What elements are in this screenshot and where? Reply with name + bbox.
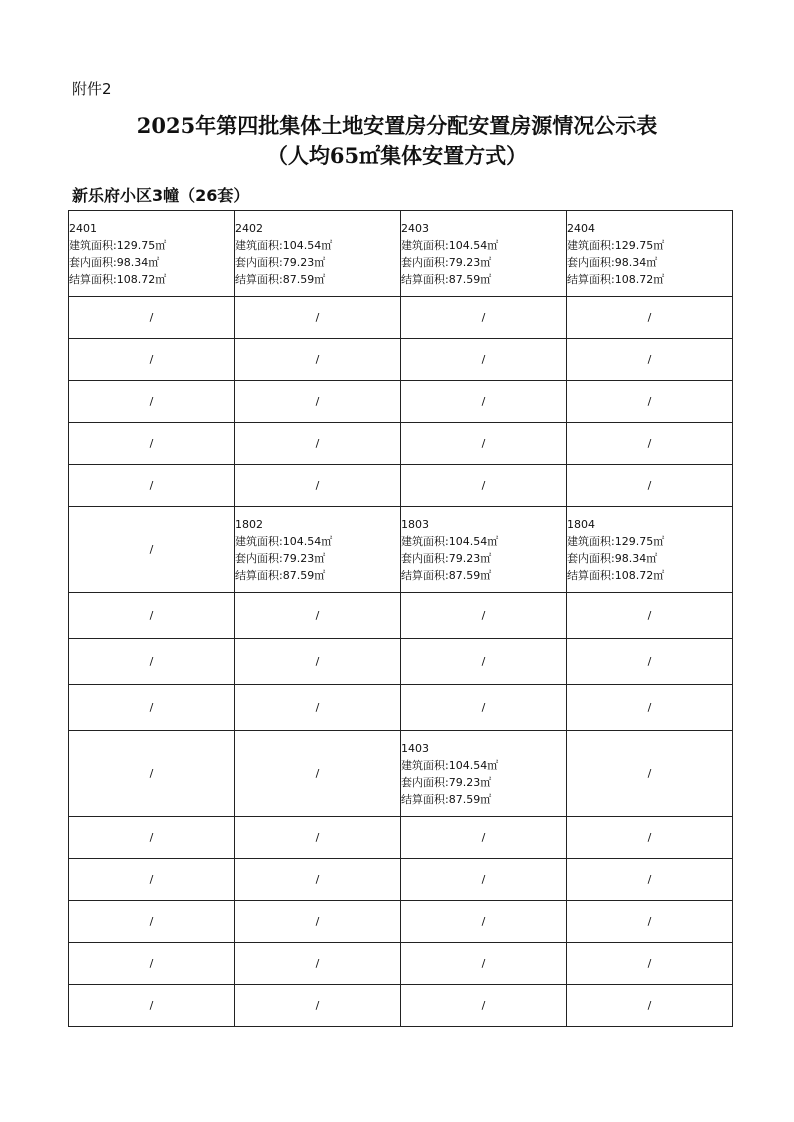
empty-cell: / — [69, 817, 235, 859]
empty-cell: / — [567, 943, 733, 985]
unit-number: 1403 — [401, 741, 429, 755]
inner-area-line — [235, 254, 400, 271]
building-area-label: 建筑面积: — [567, 238, 615, 252]
empty-cell: / — [567, 339, 733, 381]
empty-cell: / — [69, 639, 235, 685]
inner-area-label: 套内面积: — [401, 775, 449, 789]
attachment-label: 附件2 — [72, 80, 112, 98]
settlement-area-label: 结算面积: — [235, 568, 283, 582]
inner-area: 79.23㎡ — [282, 255, 326, 269]
inner-area-label: 套内面积: — [235, 551, 283, 565]
page-title: 2025年第四批集体土地安置房分配安置房源情况公示表 — [136, 113, 658, 138]
page-subtitle: （人均65㎡集体安置方式） — [266, 143, 528, 168]
settlement-area-label: 结算面积: — [567, 272, 615, 286]
unit-number-line — [401, 516, 566, 533]
table-row — [69, 943, 733, 985]
empty-cell: / — [567, 859, 733, 901]
empty-cell: / — [235, 985, 401, 1027]
empty-cell: / — [69, 685, 235, 731]
table-row — [69, 381, 733, 423]
empty-cell: / — [235, 339, 401, 381]
empty-cell: / — [401, 685, 567, 731]
inner-area: 98.34㎡ — [614, 255, 658, 269]
unit-number: 2401 — [69, 221, 97, 235]
inner-area-line — [567, 254, 732, 271]
empty-cell: / — [401, 593, 567, 639]
table-row — [69, 859, 733, 901]
inner-area-line — [567, 550, 732, 567]
empty-cell: / — [567, 731, 733, 817]
building-area: 129.75㎡ — [116, 238, 167, 252]
empty-cell: / — [401, 381, 567, 423]
empty-cell: / — [401, 639, 567, 685]
table-row — [69, 685, 733, 731]
settlement-area-label: 结算面积: — [69, 272, 117, 286]
table-row — [69, 901, 733, 943]
inner-area: 79.23㎡ — [282, 551, 326, 565]
building-area-line — [401, 757, 566, 774]
empty-cell: / — [235, 465, 401, 507]
building-area: 104.54㎡ — [448, 534, 499, 548]
empty-cell: / — [401, 985, 567, 1027]
building-area-line — [567, 533, 732, 550]
unit-number: 2403 — [401, 221, 429, 235]
empty-cell: / — [567, 985, 733, 1027]
unit-cell — [401, 731, 567, 817]
unit-number-line — [401, 220, 566, 237]
empty-cell: / — [69, 901, 235, 943]
settlement-area-label: 结算面积: — [401, 272, 449, 286]
settlement-area-line — [235, 567, 400, 584]
empty-cell: / — [401, 297, 567, 339]
settlement-area: 87.59㎡ — [282, 568, 326, 582]
empty-cell: / — [567, 593, 733, 639]
building-area: 129.75㎡ — [614, 534, 665, 548]
empty-cell: / — [235, 685, 401, 731]
empty-cell: / — [567, 297, 733, 339]
unit-cell — [401, 211, 567, 297]
building-area-label: 建筑面积: — [567, 534, 615, 548]
empty-cell: / — [401, 465, 567, 507]
empty-cell: / — [69, 731, 235, 817]
building-area-label: 建筑面积: — [401, 534, 449, 548]
empty-cell: / — [401, 423, 567, 465]
housing-table — [68, 210, 733, 1027]
empty-cell: / — [69, 381, 235, 423]
table-row — [69, 817, 733, 859]
empty-cell: / — [567, 381, 733, 423]
unit-cell — [235, 507, 401, 593]
table-row — [69, 507, 733, 593]
empty-cell: / — [567, 817, 733, 859]
unit-number: 2402 — [235, 221, 263, 235]
empty-cell: / — [401, 339, 567, 381]
settlement-area-line — [567, 271, 732, 288]
building-area-label: 建筑面积: — [235, 534, 283, 548]
section-heading: 新乐府小区3幢（26套） — [72, 186, 250, 205]
building-area-label: 建筑面积: — [401, 238, 449, 252]
table-row — [69, 593, 733, 639]
empty-cell: / — [567, 465, 733, 507]
settlement-area-line — [401, 567, 566, 584]
settlement-area: 87.59㎡ — [448, 272, 492, 286]
empty-cell: / — [567, 423, 733, 465]
unit-number: 2404 — [567, 221, 595, 235]
settlement-area-label: 结算面积: — [401, 792, 449, 806]
empty-cell: / — [235, 817, 401, 859]
inner-area-line — [235, 550, 400, 567]
unit-number: 1803 — [401, 517, 429, 531]
empty-cell: / — [235, 639, 401, 685]
building-area-line — [235, 533, 400, 550]
empty-cell: / — [401, 817, 567, 859]
table-row — [69, 985, 733, 1027]
inner-area: 79.23㎡ — [448, 775, 492, 789]
inner-area-line — [69, 254, 234, 271]
inner-area-label: 套内面积: — [567, 255, 615, 269]
unit-cell — [235, 211, 401, 297]
table-row — [69, 465, 733, 507]
housing-table-body — [69, 211, 733, 1027]
inner-area: 79.23㎡ — [448, 551, 492, 565]
inner-area-line — [401, 550, 566, 567]
table-row — [69, 339, 733, 381]
inner-area: 98.34㎡ — [614, 551, 658, 565]
settlement-area-line — [401, 791, 566, 808]
empty-cell: / — [567, 685, 733, 731]
building-area: 129.75㎡ — [614, 238, 665, 252]
table-row — [69, 731, 733, 817]
empty-cell: / — [69, 507, 235, 593]
building-area-line — [401, 237, 566, 254]
unit-cell — [567, 211, 733, 297]
building-area-label: 建筑面积: — [69, 238, 117, 252]
settlement-area-line — [401, 271, 566, 288]
settlement-area: 87.59㎡ — [448, 792, 492, 806]
building-area-label: 建筑面积: — [401, 758, 449, 772]
empty-cell: / — [235, 423, 401, 465]
unit-number: 1802 — [235, 517, 263, 531]
unit-number-line — [401, 740, 566, 757]
empty-cell: / — [69, 859, 235, 901]
building-area-line — [235, 237, 400, 254]
inner-area-label: 套内面积: — [401, 255, 449, 269]
unit-cell — [567, 507, 733, 593]
settlement-area-line — [567, 567, 732, 584]
empty-cell: / — [235, 901, 401, 943]
settlement-area-line — [69, 271, 234, 288]
empty-cell: / — [69, 593, 235, 639]
empty-cell: / — [235, 593, 401, 639]
empty-cell: / — [235, 297, 401, 339]
settlement-area: 87.59㎡ — [448, 568, 492, 582]
empty-cell: / — [235, 381, 401, 423]
inner-area-line — [401, 774, 566, 791]
empty-cell: / — [401, 859, 567, 901]
building-area-line — [401, 533, 566, 550]
empty-cell: / — [69, 465, 235, 507]
building-area: 104.54㎡ — [448, 238, 499, 252]
empty-cell: / — [567, 639, 733, 685]
building-area: 104.54㎡ — [282, 534, 333, 548]
unit-number-line — [69, 220, 234, 237]
empty-cell: / — [235, 943, 401, 985]
unit-number-line — [567, 516, 732, 533]
settlement-area-line — [235, 271, 400, 288]
building-area: 104.54㎡ — [282, 238, 333, 252]
building-area-line — [69, 237, 234, 254]
settlement-area-label: 结算面积: — [567, 568, 615, 582]
inner-area: 79.23㎡ — [448, 255, 492, 269]
settlement-area: 108.72㎡ — [614, 568, 665, 582]
empty-cell: / — [401, 901, 567, 943]
settlement-area: 87.59㎡ — [282, 272, 326, 286]
empty-cell: / — [69, 985, 235, 1027]
inner-area-label: 套内面积: — [235, 255, 283, 269]
unit-number-line — [235, 516, 400, 533]
inner-area-label: 套内面积: — [69, 255, 117, 269]
inner-area-label: 套内面积: — [401, 551, 449, 565]
empty-cell: / — [69, 297, 235, 339]
empty-cell: / — [401, 943, 567, 985]
empty-cell: / — [567, 901, 733, 943]
settlement-area-label: 结算面积: — [235, 272, 283, 286]
settlement-area: 108.72㎡ — [614, 272, 665, 286]
empty-cell: / — [235, 859, 401, 901]
building-area-line — [567, 237, 732, 254]
unit-cell — [401, 507, 567, 593]
building-area-label: 建筑面积: — [235, 238, 283, 252]
empty-cell: / — [69, 423, 235, 465]
unit-number-line — [235, 220, 400, 237]
unit-number: 1804 — [567, 517, 595, 531]
settlement-area-label: 结算面积: — [401, 568, 449, 582]
table-row — [69, 211, 733, 297]
table-row — [69, 297, 733, 339]
inner-area: 98.34㎡ — [116, 255, 160, 269]
inner-area-line — [401, 254, 566, 271]
unit-cell — [69, 211, 235, 297]
table-row — [69, 639, 733, 685]
building-area: 104.54㎡ — [448, 758, 499, 772]
empty-cell: / — [69, 943, 235, 985]
table-row — [69, 423, 733, 465]
unit-number-line — [567, 220, 732, 237]
inner-area-label: 套内面积: — [567, 551, 615, 565]
empty-cell: / — [235, 731, 401, 817]
settlement-area: 108.72㎡ — [116, 272, 167, 286]
empty-cell: / — [69, 339, 235, 381]
